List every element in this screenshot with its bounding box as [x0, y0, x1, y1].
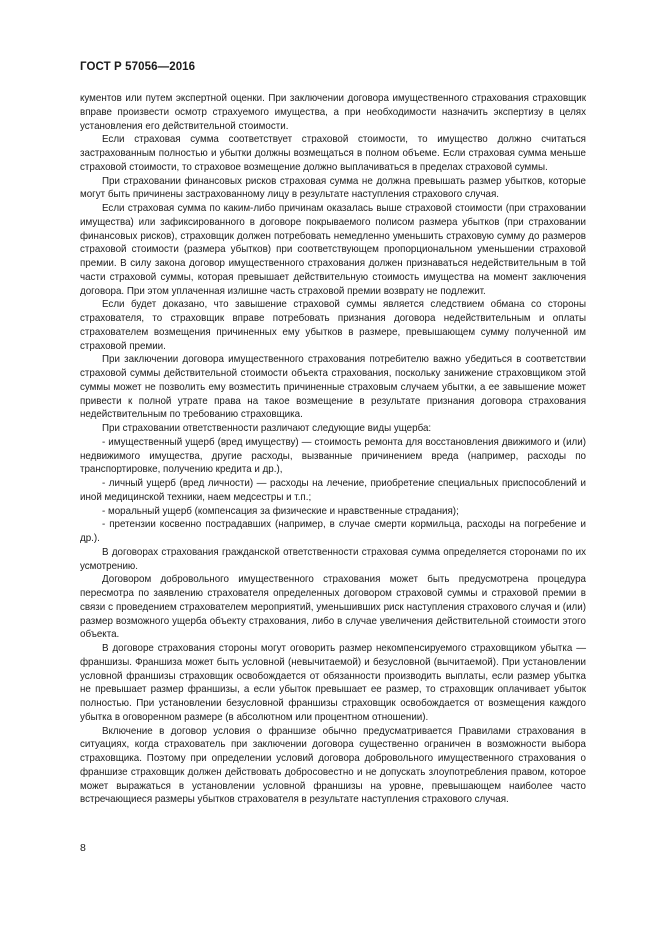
paragraph: Если страховая сумма соответствует страховой стоимости, то имущество должно считаться застрахованным полностью и убытки должны возмещаться в полном объеме. Если страховая сумма меньше страховой стоимости, то страховое возмещение должно выплачиваться в пределах страховой суммы.: [80, 134, 586, 173]
paragraph: Договором добровольного имущественного страхования может быть предусмотрена процедура пересмотра по заявлению страхователя определенных договором страховой суммы и страховой премии в связи с проведением страхователем мероприятий, уменьшивших риск наступления страхового случая и (или) размер возможного ущерба объекту страхования, либо в случае увеличения действительной стоимости этого объекта.: [80, 574, 586, 641]
paragraph: В договорах страхования гражданской ответственности страховая сумма определяется сторонами по их усмотрению.: [80, 546, 586, 572]
paragraph: Включение в договор условия о франшизе обычно предусматривается Правилами страхования в ситуациях, когда страхователь при заключении договора существенно ограничен в возможности выбора страховщика. Поэтому при определении условий договора добровольного имущественного страхования о франшизе страховщик должен действовать добросовестно и не допускать злоупотребления правом, которое может выражаться в установлении условной франшизы на уровне, превышающем наиболее часто встречающиеся размеры убытков страхователя в результате наступления страхового случая.: [80, 725, 586, 806]
list-item: - претензии косвенно пострадавших (например, в случае смерти кормильца, расходы на погребение и др.).: [80, 519, 586, 544]
list-item: - личный ущерб (вред личности) — расходы на лечение, приобретение специальных приспособлений и иной медицинской техники, наем медсестры и т.п.;: [80, 478, 586, 503]
paragraph: Если страховая сумма по каким-либо причинам оказалась выше страховой стоимости (при страховании имущества) или зафиксированного в договоре покрываемого полисом размера убытков (при страховании финансовых рисков), страховщик должен потребовать немедленно уменьшить страховую сумму до размеров страховой стоимости (размера убытков) при соответствующем пропорциональном уменьшении страховой премии. В силу закона договор имущественного страхования должен признаваться недействительным в той части страховой суммы, которая превышает действительную стоимость имущества на момент заключения договора. При этом уплаченная излишне часть страховой премии возврату не подлежит.: [80, 203, 586, 297]
paragraph: Если будет доказано, что завышение страховой суммы является следствием обмана со стороны страхователя, то страховщик вправе потребовать признания договора недействительным и оплаты страхователем возмещения причиненных ему убытков в размере, превышающем сумму полученной им страховой премии.: [80, 299, 586, 352]
page-number: 8: [80, 842, 86, 854]
paragraph: При заключении договора имущественного страхования потребителю важно убедиться в соответствии страховой суммы действительной стоимости объекта страхования, поскольку занижение страховщиком этой суммы может не позволить ему возместить причиненные страховым случаем убытки, а ее завышение может привести к полной утрате права на такое возмещение в результате признания договора страхования недействительным по требованию страховщика.: [80, 354, 586, 421]
document-body: [80, 92, 586, 807]
document-header: ГОСТ Р 57056—2016: [80, 61, 196, 73]
paragraph: При страховании финансовых рисков страховая сумма не должна превышать размер убытков, которые могут быть причинены застрахованному лицу в результате наступления страхового случая.: [80, 175, 586, 201]
paragraph: кументов или путем экспертной оценки. При заключении договора имущественного страхования страховщик вправе произвести осмотр страхуемого имущества, а при необходимости назначить экспертизу в целях установления его действительной стоимости.: [80, 93, 586, 132]
paragraph: В договоре страхования стороны могут оговорить размер некомпенсируемого страховщиком убытка — франшизы. Франшиза может быть условной (невычитаемой) и безусловной (вычитаемой). При установлении условной франшизы страховщик освобождается от обязанности производить выплаты, если размер убытка не превышает размер франшизы, а если убыток превышает ее размер, то страховщик оплачивает убыток полностью. При установлении безусловной франшизы страховщик освобождается от возмещения каждого убытка в оговоренном размере (в абсолютном или процентном отношении).: [80, 643, 586, 723]
paragraph: При страховании ответственности различают следующие виды ущерба:: [102, 423, 432, 434]
list-item: - имущественный ущерб (вред имуществу) — стоимость ремонта для восстановления движимого и (или) недвижимого имущества, другие расходы, вызванные причинением вреда (например, расходы по транспортировке, получению кредита и др.),: [80, 436, 586, 476]
list-item: - моральный ущерб (компенсация за физические и нравственные страдания);: [102, 505, 459, 517]
